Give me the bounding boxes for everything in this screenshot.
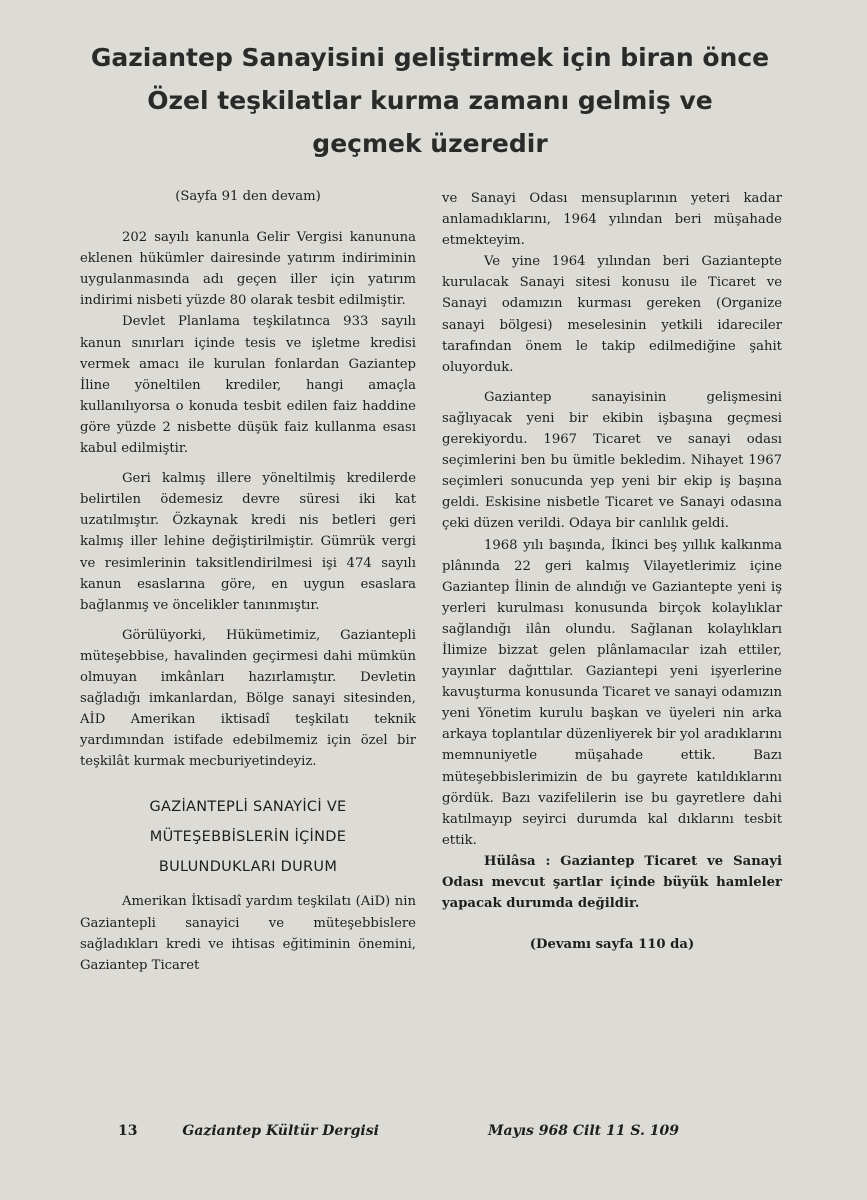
article-headline bbox=[80, 36, 780, 165]
footer-issue: Mayıs 968 Cilt 11 S. 109 bbox=[488, 1123, 679, 1139]
page-number: 13 bbox=[118, 1123, 138, 1139]
subheading-line-2: MÜTEŞEBBİSLERİN İÇİNDE bbox=[149, 829, 347, 846]
paragraph: Ve yine 1964 yılından beri Gaziantepte kurulacak Sanayi sitesi konusu ile Ticaret ve Sanayi odamızın kurması gereken (Organize sanayi bölgesi) meselesinin yetkili idareciler tarafından önem le takip edilmediğine şahit oluyorduk. bbox=[442, 254, 782, 375]
left-column bbox=[80, 186, 416, 976]
paragraph: Görülüyorki, Hükümetimiz, Gaziantepli müteşebbise, havalinden geçirmesi dahi mümkün olmuyan imkânları hazırlamıştır. Devletin sağladığı imkanlardan, Bölge sanayi sitesinden, AİD Amerikan iktisadî teşkilatı teknik yardımından istifade edebilmemiz için özel bir teşkilât kurmak mecburiyetindeyiz. bbox=[80, 627, 416, 770]
paragraph: Devlet Planlama teşkilatınca 933 sayılı kanun sınırları içinde tesis ve işletme kredisi vermek amacı ile kurulan fonlardan Gaziantep İline yöneltilen krediler, hangi amaçla kullanılıyorsa o konuda tesbit edilen faiz haddine göre yüzde 2 nisbette düşük faiz kullanma esası kabul edilmiştir. bbox=[80, 314, 416, 457]
summary-paragraph: Hülâsa : Gaziantep Ticaret ve Sanayi Odası mevcut şartlar içinde büyük hamleler yapacak durumda değildir. bbox=[442, 853, 782, 912]
paragraph: 1968 yılı başında, İkinci beş yıllık kalkınma plânında 22 geri kalmış Vilayetlerimiz içine Gaziantep İlinin de alındığı ve Gaziantepte yeni iş yerleri kurulması konusunda birçok kolaylıklar sağlandığı ilân olundu. Sağlanan kolaylıkları İlimize bizzat gelen plânlamacılar izah ettiler, yayınlar dağıttılar. Gaziantepi yeni işyerlerine kavuşturma konusunda Ticaret ve sanayi odamızın yeni Yönetim kurulu başkan ve üyeleri nin arka arkaya toplantılar düzenliyerek bir yol aradıklarını memnuniyetle müşahade ettik. Bazı müteşebbislerimizin de bu gayrete katıldıklarını gördük. Bazı vazifelilerin ise bu gayretlere dahi katılmayıp seyirci durumda kal dıklarını tesbit ettik. bbox=[442, 537, 782, 848]
continued-to-note: (Devamı sayfa 110 da) bbox=[529, 937, 695, 953]
subheading-line-1: GAZİANTEPLİ SANAYİCİ VE bbox=[149, 799, 347, 816]
paragraph: ve Sanayi Odası mensuplarının yeteri kadar anlamadıklarını, 1964 yılından beri müşahade etmekteyim. bbox=[442, 191, 782, 249]
footer-left bbox=[118, 1123, 379, 1139]
paragraph: Amerikan İktisadî yardım teşkilatı (AiD) nin Gaziantepli sanayici ve müteşebbislere sağladıkları kredi ve ihtisas eğitiminin önemini, Gaziantep Ticaret bbox=[80, 894, 416, 973]
headline-line-1: Gaziantep Sanayisini geliştirmek için biran önce bbox=[90, 43, 770, 72]
magazine-name: Gaziantep Kültür Dergisi bbox=[182, 1123, 379, 1139]
section-subheading bbox=[80, 792, 416, 882]
paragraph: Geri kalmış illere yöneltilmiş kredilerde belirtilen ödemesiz devre süresi iki kat uzatılmıştır. Özkaynak kredi nis betleri geri kalmış iller lehine değiştirilmiştir. Gümrük vergi ve resimlerinin taksitlendirilmesi işi 474 sayılı kanun esaslarına göre, en uygun esaslara bağlanmış ve öncelikler tanınmıştır. bbox=[80, 471, 416, 613]
headline-line-3: geçmek üzeredir bbox=[312, 129, 548, 158]
headline-line-2: Özel teşkilatlar kurma zamanı gelmiş ve bbox=[147, 86, 713, 115]
right-column bbox=[442, 188, 782, 955]
continued-from-note: (Sayfa 91 den devam) bbox=[175, 189, 321, 204]
subheading-line-3: BULUNDUKLARI DURUM bbox=[158, 859, 338, 876]
paragraph: Gaziantep sanayisinin gelişmesini sağlıyacak yeni bir ekibin işbaşına geçmesi gerekiyordu. 1967 Ticaret ve sanayi odası seçimlerini ben bu ümitle bekledim. Nihayet 1967 seçimleri sonucunda yep yeni bir ekip iş başına geldi. Eskisine nisbetle Ticaret ve Sanayi odasına çeki düzen verildi. Odaya bir canlılık geldi. bbox=[442, 389, 782, 532]
paragraph: 202 sayılı kanunla Gelir Vergisi kanununa eklenen hükümler dairesinde yatırım indiriminin uygulanmasında adı geçen iller için yatırım indirimi nisbeti yüzde 80 olarak tesbit edilmiştir. bbox=[80, 230, 416, 309]
